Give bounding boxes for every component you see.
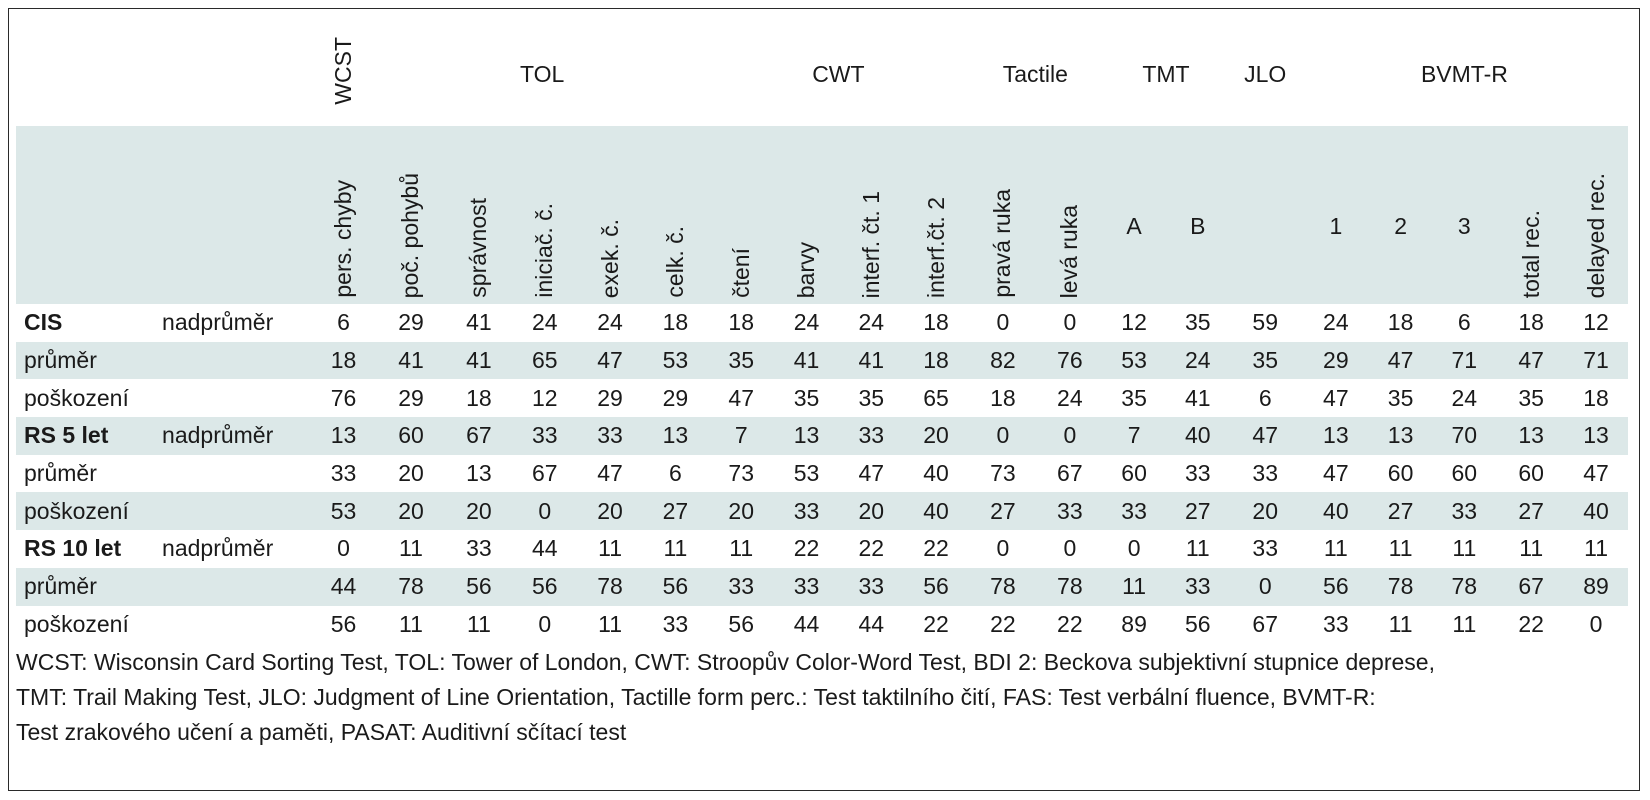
column-header-label: iniciač. č. bbox=[531, 203, 558, 298]
table-cell: 27 bbox=[968, 492, 1037, 530]
table-cell: 60 bbox=[376, 417, 446, 455]
table-cell: 78 bbox=[1430, 568, 1498, 606]
column-header-label: 2 bbox=[1394, 213, 1407, 239]
table-cell: 11 bbox=[729, 535, 754, 562]
table-cell: 20 bbox=[578, 492, 643, 530]
table-cell: 11 bbox=[1519, 535, 1544, 562]
table-cell: 33 bbox=[839, 417, 904, 455]
group-header-label: TMT bbox=[1142, 60, 1190, 87]
column-header bbox=[1498, 126, 1564, 304]
table-cell: 33 bbox=[578, 417, 643, 455]
column-header-label: interf. čt. 1 bbox=[857, 190, 884, 298]
table-cell: 22 bbox=[990, 610, 1016, 637]
table-cell: 47 bbox=[1371, 342, 1430, 380]
row-label: poškození bbox=[24, 384, 129, 411]
row-group-label: CIS bbox=[24, 309, 63, 336]
table-cell: 18 bbox=[904, 342, 969, 380]
table-cell: 71 bbox=[1564, 342, 1628, 380]
column-header bbox=[1230, 126, 1301, 304]
table-cell: 73 bbox=[990, 460, 1016, 487]
column-header-label: interf.čt. 2 bbox=[922, 197, 949, 298]
table-cell: 47 bbox=[1498, 342, 1564, 380]
table-cell: 71 bbox=[1430, 342, 1498, 380]
row-label: průměr bbox=[16, 342, 311, 380]
table-cell: 44 bbox=[858, 610, 885, 637]
column-header-label: levá ruka bbox=[1056, 204, 1083, 298]
table-cell: 67 bbox=[1057, 460, 1083, 487]
table-cell: 33 bbox=[1166, 568, 1230, 606]
table-cell: 12 bbox=[1583, 309, 1609, 336]
table-cell: 22 bbox=[858, 535, 885, 562]
table-cell: 12 bbox=[1121, 309, 1147, 336]
column-header bbox=[904, 126, 969, 304]
table-row bbox=[16, 568, 1628, 606]
table-cell: 18 bbox=[728, 309, 755, 336]
column-header bbox=[1102, 126, 1166, 304]
group-header-label: TOL bbox=[519, 60, 565, 87]
row-group-label: RS 5 let bbox=[16, 417, 154, 455]
table-cell: 11 bbox=[1452, 610, 1477, 637]
table-cell: 73 bbox=[728, 460, 755, 487]
table-cell: 18 bbox=[1387, 309, 1414, 336]
group-header-label: WCST bbox=[330, 37, 357, 105]
table-cell: 56 bbox=[728, 610, 755, 637]
table-cell: 18 bbox=[1583, 384, 1609, 411]
table-cell: 20 bbox=[708, 492, 774, 530]
column-header-label: pravá ruka bbox=[989, 189, 1016, 298]
table-cell: 11 bbox=[663, 535, 688, 562]
table-cell: 24 bbox=[1451, 384, 1478, 411]
table-cell: 41 bbox=[466, 309, 492, 336]
table-cell: 18 bbox=[311, 342, 376, 380]
table-cell: 47 bbox=[578, 342, 643, 380]
table-cell: 7 bbox=[1102, 417, 1166, 455]
table-cell: 11 bbox=[1452, 535, 1477, 562]
column-header bbox=[376, 126, 446, 304]
table-cell: 0 bbox=[337, 535, 350, 562]
table-cell: 11 bbox=[1388, 610, 1413, 637]
table-cell: 33 bbox=[466, 535, 492, 562]
table-cell: 56 bbox=[1301, 568, 1371, 606]
group-header-jlo bbox=[1230, 22, 1301, 126]
group-header-tmt bbox=[1102, 22, 1229, 126]
table-cell: 70 bbox=[1430, 417, 1498, 455]
table-cell: 0 bbox=[996, 535, 1010, 562]
table-cell: 33 bbox=[708, 568, 774, 606]
column-header-label: poč. pohybů bbox=[397, 172, 424, 298]
column-header bbox=[642, 126, 708, 304]
table-cell: 13 bbox=[466, 460, 492, 487]
table-cell: 33 bbox=[1323, 610, 1349, 637]
group-header-wcst bbox=[311, 22, 376, 126]
table-row bbox=[16, 379, 1628, 417]
group-header-tactile bbox=[968, 22, 1102, 126]
table-cell: 35 bbox=[1230, 342, 1301, 380]
column-header bbox=[774, 126, 839, 304]
table-cell: 53 bbox=[793, 460, 820, 487]
table-cell: 0 bbox=[996, 309, 1010, 336]
table-cell: 53 bbox=[642, 342, 708, 380]
table-cell: 47 bbox=[1583, 460, 1609, 487]
group-header-label: JLO bbox=[1244, 60, 1287, 87]
column-header bbox=[311, 126, 376, 304]
header-empty bbox=[16, 22, 154, 126]
table-cell: 65 bbox=[512, 342, 578, 380]
table-cell: 33 bbox=[662, 610, 689, 637]
table-cell: 67 bbox=[1498, 568, 1564, 606]
sub-header-row bbox=[16, 126, 1628, 304]
table-cell: 41 bbox=[774, 342, 839, 380]
table-cell: 13 bbox=[774, 417, 839, 455]
table-cell: 0 bbox=[1589, 610, 1603, 637]
table-cell: 20 bbox=[1230, 492, 1301, 530]
table-cell: 33 bbox=[330, 460, 357, 487]
table-cell: 22 bbox=[793, 535, 820, 562]
table-cell: 78 bbox=[1037, 568, 1102, 606]
table-cell: 18 bbox=[662, 309, 689, 336]
table-cell: 35 bbox=[858, 384, 885, 411]
table-cell: 78 bbox=[578, 568, 643, 606]
table-row bbox=[16, 492, 1628, 530]
row-label: poškození bbox=[24, 610, 129, 637]
table-cell: 13 bbox=[642, 417, 708, 455]
table-cell: 60 bbox=[1387, 460, 1414, 487]
table-cell: 13 bbox=[1498, 417, 1564, 455]
table-cell: 0 bbox=[1230, 568, 1301, 606]
table-cell: 33 bbox=[839, 568, 904, 606]
table-cell: 76 bbox=[330, 384, 357, 411]
table-cell: 13 bbox=[1301, 417, 1371, 455]
table-cell: 60 bbox=[1121, 460, 1147, 487]
table-cell: 18 bbox=[1518, 309, 1544, 336]
footnote-line: TMT: Trail Making Test, JLO: Judgment of Line Orientation, Tactille form perc.: Test taktilního čití, FAS: Test verbální fluence, BVMT-R: bbox=[16, 684, 1376, 710]
column-header bbox=[1564, 126, 1628, 304]
table-cell: 22 bbox=[923, 610, 949, 637]
group-header-row bbox=[16, 22, 1628, 126]
table-cell: 13 bbox=[1371, 417, 1430, 455]
column-header-label: exek. č. bbox=[596, 218, 623, 298]
column-header bbox=[512, 126, 578, 304]
table-cell: 40 bbox=[1564, 492, 1628, 530]
table-cell: 7 bbox=[708, 417, 774, 455]
table-cell: 40 bbox=[923, 460, 949, 487]
table-cell: 56 bbox=[904, 568, 969, 606]
column-header-label: čtení bbox=[727, 248, 754, 298]
table-cell: 41 bbox=[446, 342, 512, 380]
table-cell: 24 bbox=[793, 309, 820, 336]
column-header bbox=[1037, 126, 1102, 304]
column-header bbox=[708, 126, 774, 304]
table-cell: 33 bbox=[1252, 535, 1279, 562]
table-cell: 56 bbox=[330, 610, 357, 637]
table-cell: 11 bbox=[399, 610, 423, 637]
table-cell: 12 bbox=[531, 384, 558, 411]
row-label: průměr bbox=[24, 460, 97, 487]
table-cell: 41 bbox=[376, 342, 446, 380]
table-cell: 20 bbox=[904, 417, 969, 455]
table-cell: 56 bbox=[642, 568, 708, 606]
table-cell: 33 bbox=[1252, 460, 1279, 487]
column-header-label: total rec. bbox=[1517, 209, 1544, 298]
table-cell: 35 bbox=[708, 342, 774, 380]
table-cell: 44 bbox=[311, 568, 376, 606]
table-cell: 35 bbox=[1185, 309, 1211, 336]
table-cell: 24 bbox=[858, 309, 885, 336]
table-cell: 13 bbox=[311, 417, 376, 455]
table-cell: 56 bbox=[512, 568, 578, 606]
table-cell: 0 bbox=[1063, 535, 1077, 562]
table-cell: 18 bbox=[466, 384, 492, 411]
column-header-label: 3 bbox=[1457, 213, 1471, 239]
table-cell: 18 bbox=[923, 309, 949, 336]
table-cell: 0 bbox=[968, 417, 1037, 455]
table-cell: 33 bbox=[512, 417, 578, 455]
table-cell: 60 bbox=[1451, 460, 1478, 487]
group-header-cwt bbox=[708, 22, 968, 126]
column-header bbox=[839, 126, 904, 304]
row-group-label: RS 10 let bbox=[24, 535, 122, 562]
column-header-label: 1 bbox=[1329, 213, 1343, 239]
table-cell: 41 bbox=[1185, 384, 1211, 411]
table-cell: 20 bbox=[839, 492, 904, 530]
table-cell: 20 bbox=[398, 460, 424, 487]
table-cell: 6 bbox=[337, 309, 350, 336]
table-cell: 24 bbox=[597, 309, 623, 336]
table-cell: 29 bbox=[1301, 342, 1371, 380]
column-header bbox=[1430, 126, 1498, 304]
table-cell: 29 bbox=[597, 384, 623, 411]
group-header-label: CWT bbox=[812, 60, 865, 87]
column-header-label: celk. č. bbox=[661, 226, 688, 298]
table-cell: 56 bbox=[1185, 610, 1211, 637]
table-cell: 29 bbox=[398, 309, 424, 336]
table-cell: 6 bbox=[1258, 384, 1272, 411]
table-cell: 33 bbox=[774, 568, 839, 606]
column-header-label: delayed rec. bbox=[1582, 172, 1609, 298]
group-header-label: Tactile bbox=[1002, 60, 1068, 87]
column-header-label: A bbox=[1126, 213, 1142, 239]
table-cell: 11 bbox=[467, 610, 491, 637]
table-cell: 40 bbox=[1301, 492, 1371, 530]
table-cell: 40 bbox=[904, 492, 969, 530]
column-header-label: B bbox=[1190, 213, 1206, 239]
table-cell: 60 bbox=[1518, 460, 1544, 487]
table-cell: 53 bbox=[311, 492, 376, 530]
table-cell: 35 bbox=[1518, 384, 1544, 411]
table-cell: 11 bbox=[1185, 535, 1210, 562]
row-label: nadprůměr bbox=[162, 535, 274, 562]
table-cell: 35 bbox=[1387, 384, 1414, 411]
table-cell: 22 bbox=[1057, 610, 1083, 637]
table-cell: 24 bbox=[1057, 384, 1083, 411]
row-label: nadprůměr bbox=[162, 309, 274, 336]
results-table bbox=[16, 22, 1628, 643]
table-cell: 33 bbox=[774, 492, 839, 530]
table-cell: 24 bbox=[1166, 342, 1230, 380]
table-row bbox=[16, 455, 1628, 493]
table-cell: 35 bbox=[793, 384, 820, 411]
table-cell: 67 bbox=[1252, 610, 1279, 637]
table-cell: 22 bbox=[1518, 610, 1544, 637]
table-cell: 59 bbox=[1252, 309, 1279, 336]
table-cell: 27 bbox=[1371, 492, 1430, 530]
table-cell: 78 bbox=[968, 568, 1037, 606]
table-cell: 0 bbox=[512, 492, 578, 530]
table-row bbox=[16, 606, 1628, 644]
table-row bbox=[16, 530, 1628, 568]
table-cell: 47 bbox=[597, 460, 623, 487]
column-header bbox=[968, 126, 1037, 304]
table-cell: 47 bbox=[1323, 384, 1349, 411]
table-cell: 89 bbox=[1121, 610, 1147, 637]
table-cell: 89 bbox=[1564, 568, 1628, 606]
column-header bbox=[1371, 126, 1430, 304]
table-cell: 11 bbox=[1102, 568, 1166, 606]
table-cell: 27 bbox=[1498, 492, 1564, 530]
table-cell: 11 bbox=[598, 535, 623, 562]
table-cell: 6 bbox=[1457, 309, 1471, 336]
table-cell: 41 bbox=[839, 342, 904, 380]
table-row bbox=[16, 417, 1628, 455]
table-row bbox=[16, 304, 1628, 342]
table-cell: 33 bbox=[1102, 492, 1166, 530]
table-cell: 82 bbox=[968, 342, 1037, 380]
column-header bbox=[446, 126, 512, 304]
row-label: poškození bbox=[16, 492, 311, 530]
column-header-label: pers. chyby bbox=[330, 180, 357, 298]
footnote-line: Test zrakového učení a paměti, PASAT: Auditivní sčítací test bbox=[16, 719, 627, 745]
group-header-tol bbox=[376, 22, 708, 126]
group-header-bvmt bbox=[1301, 22, 1628, 126]
table-cell: 0 bbox=[1037, 417, 1102, 455]
table-cell: 11 bbox=[598, 610, 623, 637]
table-cell: 47 bbox=[1230, 417, 1301, 455]
table-cell: 13 bbox=[1564, 417, 1628, 455]
group-header-label: BVMT-R bbox=[1420, 60, 1508, 87]
table-cell: 53 bbox=[1102, 342, 1166, 380]
column-header-label: správnost bbox=[465, 198, 492, 298]
column-header bbox=[1166, 126, 1230, 304]
table-cell: 0 bbox=[1063, 309, 1077, 336]
table-cell: 22 bbox=[923, 535, 949, 562]
table-cell: 47 bbox=[858, 460, 885, 487]
table-cell: 33 bbox=[1430, 492, 1498, 530]
table-cell: 47 bbox=[728, 384, 755, 411]
header-empty bbox=[154, 22, 311, 126]
table-cell: 24 bbox=[531, 309, 558, 336]
table-cell: 78 bbox=[1371, 568, 1430, 606]
row-label: nadprůměr bbox=[154, 417, 311, 455]
column-header-label: barvy bbox=[793, 241, 820, 298]
table-cell: 33 bbox=[1037, 492, 1102, 530]
table-cell: 67 bbox=[531, 460, 558, 487]
table-cell: 0 bbox=[538, 610, 552, 637]
footnote-line: WCST: Wisconsin Card Sorting Test, TOL: Tower of London, CWT: Stroopův Color-Word Test, BDI 2: Beckova subjektivní stupnice deprese, bbox=[16, 649, 1435, 675]
table-cell: 6 bbox=[668, 460, 682, 487]
table-cell: 44 bbox=[531, 535, 558, 562]
header-empty bbox=[16, 126, 154, 304]
header-empty bbox=[154, 126, 311, 304]
table-cell: 20 bbox=[446, 492, 512, 530]
table-cell: 18 bbox=[990, 384, 1016, 411]
table-cell: 27 bbox=[1166, 492, 1230, 530]
table-cell: 78 bbox=[376, 568, 446, 606]
table-cell: 29 bbox=[662, 384, 689, 411]
row-label: průměr bbox=[16, 568, 311, 606]
table-cell: 44 bbox=[793, 610, 820, 637]
table-cell: 67 bbox=[446, 417, 512, 455]
table-cell: 20 bbox=[376, 492, 446, 530]
table-cell: 76 bbox=[1037, 342, 1102, 380]
table-cell: 65 bbox=[923, 384, 949, 411]
table-row bbox=[16, 342, 1628, 380]
table-cell: 40 bbox=[1166, 417, 1230, 455]
column-header bbox=[1301, 126, 1371, 304]
table-cell: 0 bbox=[1127, 535, 1141, 562]
table-cell: 11 bbox=[1323, 535, 1348, 562]
table-cell: 11 bbox=[399, 535, 423, 562]
table-footnote bbox=[16, 645, 1626, 750]
table-cell: 33 bbox=[1185, 460, 1211, 487]
table-cell: 24 bbox=[1323, 309, 1349, 336]
table-cell: 35 bbox=[1121, 384, 1147, 411]
table-cell: 11 bbox=[1584, 535, 1608, 562]
table-cell: 27 bbox=[642, 492, 708, 530]
table-body bbox=[16, 304, 1628, 643]
table-cell: 29 bbox=[398, 384, 424, 411]
table-cell: 56 bbox=[446, 568, 512, 606]
column-header bbox=[578, 126, 643, 304]
table-cell: 11 bbox=[1388, 535, 1413, 562]
table-cell: 47 bbox=[1323, 460, 1349, 487]
